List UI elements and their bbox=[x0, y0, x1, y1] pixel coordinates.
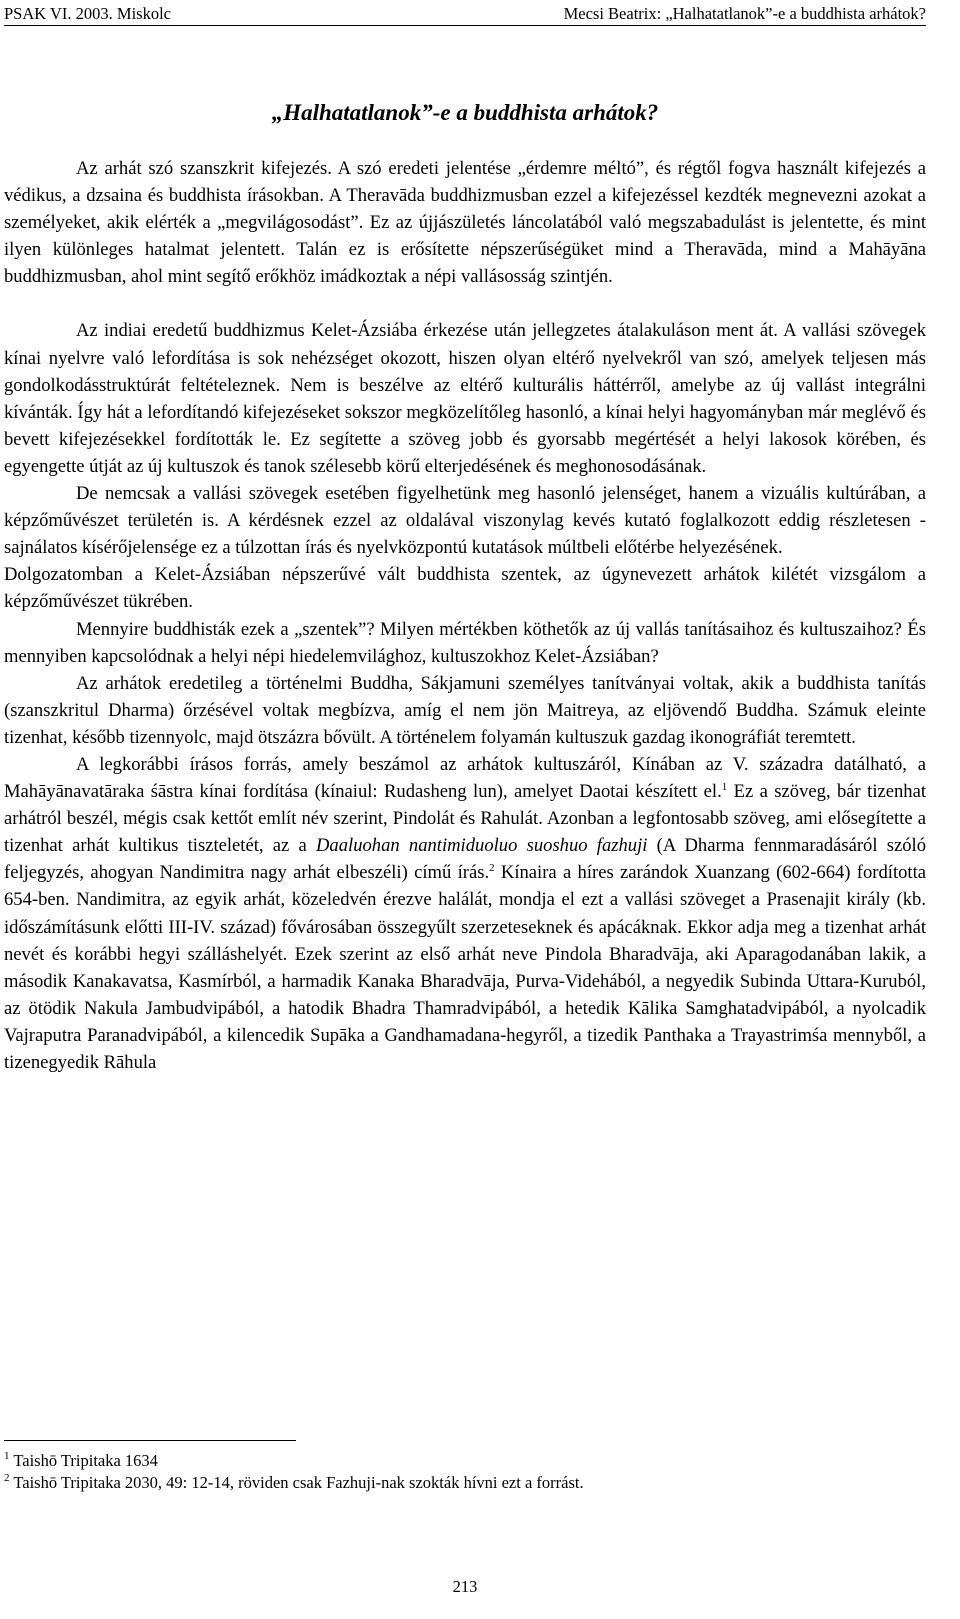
running-header bbox=[4, 4, 926, 24]
paragraph-1: Az arhát szó szanszkrit kifejezés. A szó eredeti jelentése „érdemre méltó”, és régtől fogva használt kifejezés a védikus, a dzsaina és buddhista írásokban. A Theravāda buddhizmusban ezzel a kifejezéssel kezdték megnevezni azokat a személyeket, akik elérték a „megvilágosodást”. Ez az újjászületés láncolatából való megszabadulást is jelentette, és mint ilyen különleges hatalmat jelentett. Talán ez is erősítette népszerűségüket mind a Theravāda, mind a Mahāyāna buddhizmusban, ahol mint segítő erőkhöz imádkoztak a népi vallásosság szintjén. bbox=[4, 158, 926, 288]
paragraph-7-part-2: Ez a szöveg, bár tizenhat arhátról beszél, mégis csak kettőt említ név szerint, Pindolát és Rahulát. Azonban a legfontosabb szöveg, ami elősegítette a tizenhat arhát kultikus tiszteletét, az a bbox=[4, 781, 926, 857]
paragraph-7 bbox=[4, 751, 926, 1076]
footnote-1-number: 1 bbox=[4, 1450, 10, 1462]
work-title-italic: Daaluohan nantimiduoluo suoshuo fazhuji bbox=[316, 835, 648, 857]
footnote-2 bbox=[4, 1472, 926, 1494]
footnote-2-text: Taishō Tripitaka 2030, 49: 12-14, röviden csak Fazhuji-nak szokták hívni ezt a forrást. bbox=[9, 1473, 584, 1492]
paragraph-5: Mennyire buddhisták ezek a „szentek”? Milyen mértékben köthetők az új vallás tanításaihoz és kultuszaihoz? És mennyiben kapcsolódnak a helyi népi hiedelemvilághoz, kultuszokhoz Kelet-Ázsiában? bbox=[4, 618, 926, 667]
header-rule bbox=[4, 25, 926, 26]
page-number: 213 bbox=[452, 1577, 478, 1596]
header-right: Mecsi Beatrix: „Halhatatlanok”-e a buddhista arhátok? bbox=[563, 4, 926, 23]
header-left: PSAK VI. 2003. Miskolc bbox=[4, 4, 172, 23]
paragraph-7-part-1: A legkorábbi írásos forrás, amely beszámol az arhátok kultuszáról, Kínában az V. századra datálható, a Mahāyānavatāraka śāstra kínai fordítása (kínaiul: Rudasheng lun), amelyet Daotai készített el. bbox=[4, 753, 926, 803]
footnote-ref-1[interactable]: 1 bbox=[721, 781, 728, 794]
paragraph-7-part-3: (A Dharma fennmaradásáról szóló feljegyzés, ahogyan Nandimitra nagy arhát elbeszéli) című írás. bbox=[4, 835, 926, 884]
footnote-2-number: 2 bbox=[4, 1472, 10, 1484]
paragraph-3: De nemcsak a vallási szövegek esetében figyelhetünk meg hasonló jelenséget, hanem a vizuális kultúrában, a képzőművészet területén is. A kérdésnek ezzel az oldalával viszonylag kevés kutató foglalkozott eddig részletesen - sajnálatos kísérőjelensége ez a túlzottan írás és nyelvközpontú kutatások múltbeli előtérbe helyezésének. bbox=[4, 483, 926, 559]
footnote-1-text: Taishō Tripitaka 1634 bbox=[9, 1451, 158, 1470]
paragraph-2: Az indiai eredetű buddhizmus Kelet-Ázsiába érkezése után jellegzetes átalakuláson ment át. A vallási szövegek kínai nyelvre való lefordítása is sok nehézséget okozott, hiszen olyan eltérő nyelvekről van szó, amelyek teljesen más gondolkodásstruktúrát feltételeznek. Nem is beszélve az eltérő kulturális háttérről, amelybe az új vallást integrálni kívánták. Így hát a lefordítandó kifejezéseket sokszor megközelítőleg hasonló, a kínai helyi hagyományban már meglévő és bevett kifejezésekkel fordították le. Ez segítette a szöveg jobb és gyorsabb megértését a helyi lakosok körében, és egyengette útját az új kultuszok és tanok szélesebb körű elterjedésének és meghonosodásának. bbox=[4, 320, 926, 477]
footnote-ref-2[interactable]: 2 bbox=[489, 862, 495, 875]
article-title: „Halhatatlanok”-e a buddhista arhátok? bbox=[271, 100, 659, 125]
paragraph-6: Az arhátok eredetileg a történelmi Buddha, Sákjamuni személyes tanítványai voltak, akik a buddhista tanítás (szanszkritul Dharma) őrzésével voltak megbízva, amíg el nem jön Maitreya, az eljövendő Buddha. Számuk eleinte tizenhat, később tizennyolc, majd ötszázra bővült. A történelem folyamán kultuszuk gazdag ikonográfiát teremtett. bbox=[4, 672, 926, 748]
article-body bbox=[4, 155, 926, 1076]
footnote-1 bbox=[4, 1450, 926, 1472]
paragraph-4: Dolgozatomban a Kelet-Ázsiában népszerűvé vált buddhista szentek, az úgynevezett arhátok kilétét vizsgálom a képzőművészet tükrében. bbox=[4, 564, 926, 613]
paragraph-7-part-4: Kínaira a híres zarándok Xuanzang (602-664) fordította 654-ben. Nandimitra, az egyik arhát, közeledvén érezve halálát, mondja el ezt a vallási szöveget a Prasenajit király (kb. időszámításunk előtti III-IV. század) fővárosában összegyűlt szerzeteseknek és apácáknak. Ekkor adja meg a tizenhat arhát nevét és korábbi hegyi szálláshelyét. Ezek szerint az első arhát neve Pindola Bharadvāja, aki Aparagodanában lakik, a második Kanakavatsa, Kasmírból, a harmadik Kanaka Bharadvāja, Purva-Videhából, a negyedik Subinda Uttara-Kuruból, az ötödik Nakula Jambudvipából, a hatodik Bhadra Thamradvipából, a hetedik Kālika Samghatadvipából, a nyolcadik Vajraputra Paranadvipából, a kilencedik Supāka a Gandhamadana-hegyről, a tizedik Panthaka a Trayastrimśa mennyből, a tizenegyedik Rāhula bbox=[4, 862, 926, 1073]
footnotes bbox=[4, 1450, 926, 1494]
footnote-separator bbox=[4, 1440, 296, 1441]
